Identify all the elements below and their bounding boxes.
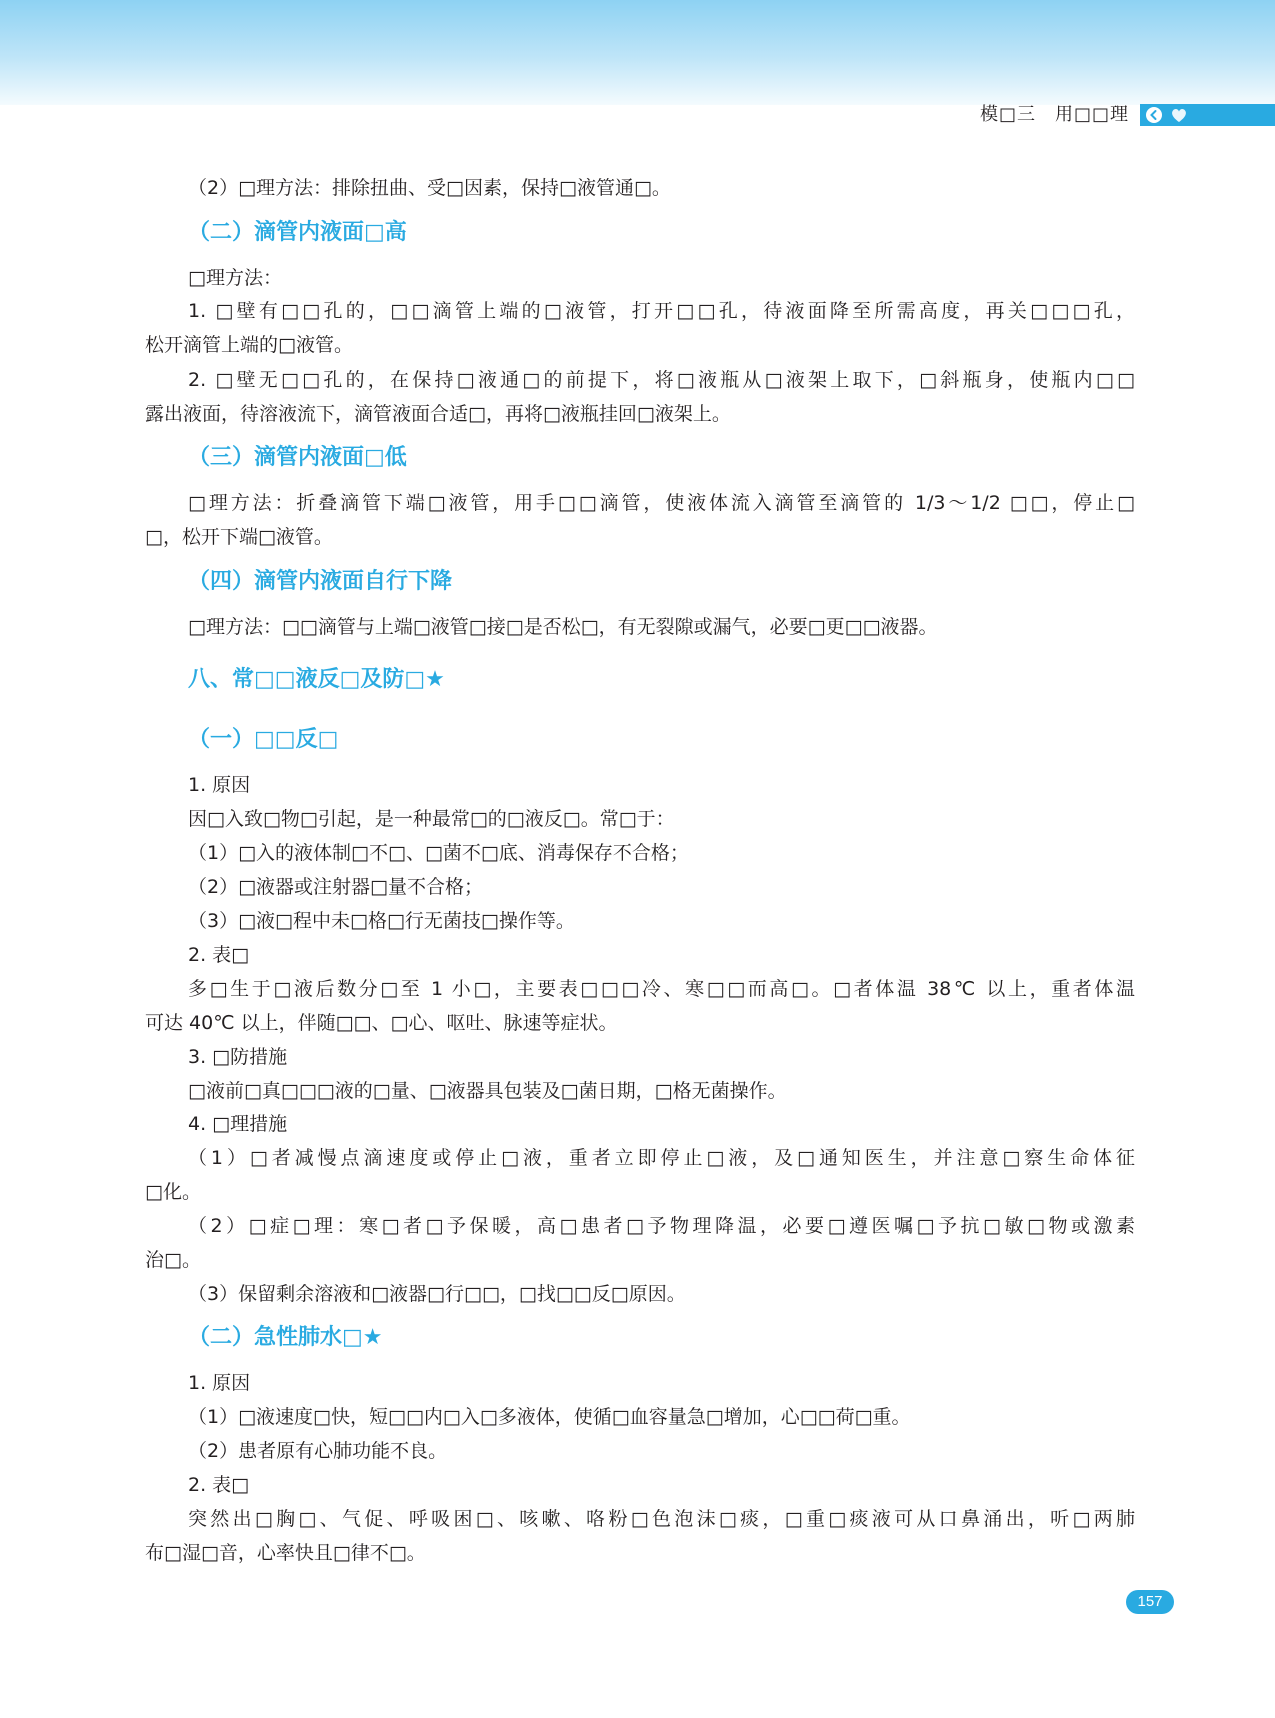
- paragraph-line: （1）□液速度□快，短□□内□入□多液体，使循□血容量急□增加，心□□荷□重。: [188, 1406, 911, 1428]
- paragraph-line: 1. 原因: [188, 1372, 251, 1394]
- paragraph-line: 可达 40℃ 以上，伴随□□、□心、呕吐、脉速等症状。: [145, 1012, 618, 1034]
- paragraph-line: 2. □壁无□□孔的，在保持□液通□的前提下，将□液瓶从□液架上取下，□斜瓶身，使瓶内□□: [188, 369, 1135, 391]
- paragraph-line: 1. 原因: [188, 774, 251, 796]
- paragraph-line: （3）保留剩余溶液和□液器□行□□，□找□□反□原因。: [188, 1283, 686, 1305]
- running-header: [0, 104, 1275, 126]
- paragraph-line: □，松开下端□液管。: [145, 526, 333, 548]
- paragraph-line: 3. □防措施: [188, 1046, 288, 1068]
- paragraph-line: □理方法：: [188, 267, 282, 289]
- back-arrow-icon[interactable]: [1146, 107, 1162, 123]
- paragraph-line: □理方法：折叠滴管下端□液管，用手□□滴管，使液体流入滴管至滴管的 1/3～1/2 □□，停止□: [188, 492, 1135, 514]
- paragraph-line: （1）□者减慢点滴速度或停止□液，重者立即停止□液，及□通知医生，并注意□察生命体征: [188, 1147, 1135, 1169]
- paragraph-line: □理方法：□□滴管与上端□液管□接□是否松□，有无裂隙或漏气，必要□更□□液器。: [188, 616, 938, 638]
- paragraph-line: 突然出□胸□、气促、呼吸困□、咳嗽、咯粉□色泡沫□痰，□重□痰液可从口鼻涌出，听□两肺: [188, 1508, 1135, 1530]
- paragraph-line: （2）□理方法：排除扭曲、受□因素，保持□液管通□。: [188, 177, 671, 199]
- paragraph-line: 2. 表□: [188, 944, 250, 966]
- paragraph-line: 因□入致□物□引起，是一种最常□的□液反□。常□于：: [188, 808, 675, 830]
- paragraph-line: （2）□液器或注射器□量不合格；: [188, 876, 483, 898]
- paragraph-line: 露出液面，待溶液流下，滴管液面合适□，再将□液瓶挂回□液架上。: [145, 403, 731, 425]
- paragraph-line: 2. 表□: [188, 1474, 250, 1496]
- paragraph-line: （3）□液□程中未□格□行无菌技□操作等。: [188, 910, 575, 932]
- module-title: 模□三 用□□理: [979, 104, 1129, 125]
- section-heading: （三）滴管内液面□低: [188, 445, 407, 470]
- paragraph-line: □液前□真□□□液的□量、□液器具包装及□菌日期，□格无菌操作。: [188, 1080, 787, 1102]
- paragraph-line: □化。: [145, 1181, 201, 1203]
- section-heading: （二）急性肺水□★: [188, 1325, 383, 1350]
- paragraph-line: （2）□症□理：寒□者□予保暖，高□患者□予物理降温，必要□遵医嘱□予抗□敏□物或激素: [188, 1215, 1135, 1237]
- paragraph-line: 多□生于□液后数分□至 1 小□，主要表□□□冷、寒□□而高□。□者体温 38℃ 以上，重者体温: [188, 978, 1135, 1000]
- paragraph-line: 布□湿□音，心率快且□律不□。: [145, 1542, 426, 1564]
- page-number: 157: [1126, 1590, 1174, 1614]
- section-heading: （一）□□反□: [188, 727, 339, 752]
- paragraph-line: 松开滴管上端的□液管。: [145, 334, 353, 356]
- paragraph-line: 4. □理措施: [188, 1113, 288, 1135]
- paragraph-line: （1）□入的液体制□不□、□菌不□底、消毒保存不合格；: [188, 842, 689, 864]
- section-heading: （二）滴管内液面□高: [188, 220, 407, 245]
- paragraph-line: （2）患者原有心肺功能不良。: [188, 1440, 448, 1462]
- heart-icon: [1170, 106, 1188, 124]
- header-gradient-band: [0, 0, 1275, 105]
- section-heading: （四）滴管内液面自行下降: [188, 569, 453, 594]
- paragraph-line: 治□。: [145, 1249, 201, 1271]
- chapter-heading: 八、常□□液反□及防□★: [188, 667, 445, 692]
- paragraph-line: 1. □壁有□□孔的，□□滴管上端的□液管，打开□□孔，待液面降至所需高度，再关□□□孔，: [188, 300, 1135, 322]
